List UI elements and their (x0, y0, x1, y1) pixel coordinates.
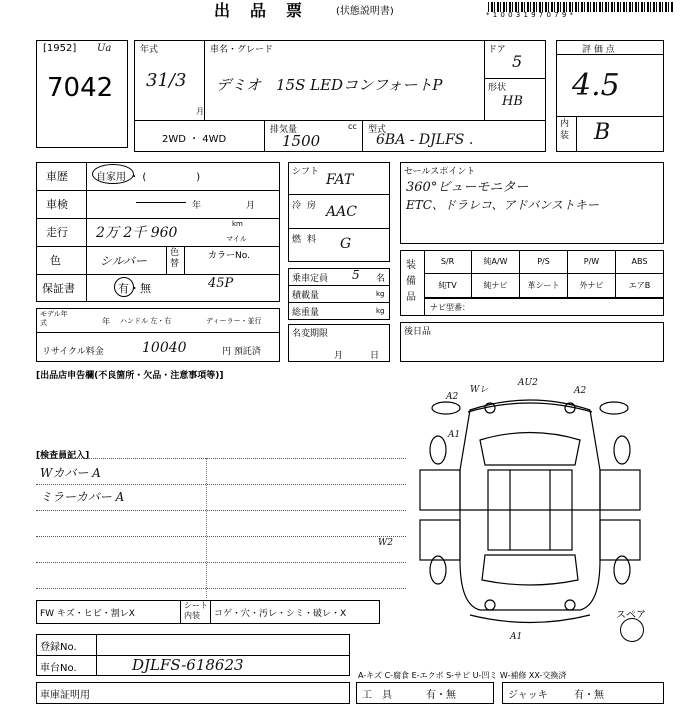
sales-line2: ETC、ドラレコ、アドバンストキー (406, 198, 599, 212)
equipment-label: 装備品 (406, 260, 416, 303)
history-circle (92, 164, 134, 184)
equipment-item: 純TV (424, 274, 472, 298)
sheet-title: 出 品 票 (214, 1, 305, 20)
chassis-label: 車台No. (40, 663, 77, 674)
displacement-unit: cc (348, 122, 357, 131)
mark-a2-left: A2 (446, 392, 459, 402)
equipment-item: P/S (520, 250, 568, 274)
door-value: 5 (512, 52, 523, 71)
recycle-label: リサイクル料金 (42, 347, 104, 357)
spare-label: スペア (616, 610, 646, 621)
dealer-label: ディーラー・並行 (206, 317, 262, 325)
recycle-value: 10040 (142, 340, 187, 356)
fuel-label: 燃料 (292, 235, 323, 245)
year-unit: 年 (102, 317, 110, 326)
equipment-item: 革シート (520, 274, 568, 298)
mileage-unit-km: km (232, 220, 243, 228)
fw-label: FW キズ・ヒビ・割レX (40, 609, 135, 619)
equipment-item: S/R (424, 250, 472, 274)
jack-label: ジャッキ (508, 690, 548, 701)
door-label: ドア (488, 45, 506, 55)
certificate-label: 車庫証明用 (40, 690, 90, 701)
color-no-value: 45P (208, 276, 234, 291)
inspection-year: 年 (192, 201, 202, 211)
navi-label: ナビ型番： (430, 303, 470, 312)
inspector-line1: Wカバー A (40, 466, 101, 480)
sales-label: セールスポイント (404, 167, 476, 177)
history-label: 車歴 (46, 170, 68, 183)
equipment-item: 外ナビ (568, 274, 616, 298)
equipment-item: 純A/W (472, 250, 520, 274)
displacement-label: 排気量 (270, 125, 298, 135)
dealer-notes-label: [出品店申告欄(不良箇所・欠品・注意事項等)] (36, 371, 224, 381)
equipment-item: エアB (616, 274, 664, 298)
warranty-value: 有・無 (118, 282, 151, 295)
equipment-item: ABS (616, 250, 664, 274)
shape-label: 形状 (488, 83, 507, 93)
load-label: 積載量 (292, 291, 320, 301)
mark-a1-rear: A1 (510, 632, 523, 642)
inspector-label: [検査員記入] (36, 451, 90, 461)
color-value: シルバー (100, 254, 147, 268)
interior-label: 内装 (560, 119, 570, 141)
inspection-month: 月 (246, 201, 256, 211)
capacity-label: 乗車定員 (292, 274, 329, 284)
mileage-value: 2万 2千 960 (96, 225, 178, 241)
seat-label: シート内装 (184, 601, 208, 620)
year-tag: [1952] (43, 43, 77, 54)
sales-line1: 360°ビューモニター (406, 180, 529, 195)
mark-a1-left: A1 (448, 430, 461, 440)
name-change-month: 月 (334, 351, 344, 361)
year-label: 年式 (140, 45, 159, 55)
handle-label: ハンドル 左・右 (120, 317, 172, 325)
model-year-label: モデル年式 (40, 310, 68, 327)
shift-label: シフト (292, 167, 320, 177)
name-change-day: 日 (370, 351, 380, 361)
warranty-circle (114, 277, 134, 297)
equipment-item: P/W (568, 250, 616, 274)
lot-box (36, 40, 128, 148)
displacement-value: 1500 (282, 132, 321, 150)
tools-label: 工 具 (362, 690, 392, 701)
aftermarket-box (400, 322, 664, 362)
lot-number: 7042 (47, 73, 114, 103)
color-change-label: 色替 (170, 248, 180, 269)
inspection-label: 車検 (46, 198, 68, 211)
fuel-value: G (340, 236, 352, 252)
jack-value: 有・無 (574, 690, 604, 701)
load-unit: kg (376, 290, 385, 298)
inspection-dash (136, 202, 186, 203)
barcode-number: * 1 0 0 3 1 9 7 0 7 9 * (486, 11, 574, 19)
weight-unit: kg (376, 307, 385, 315)
color-label: 色 (50, 254, 61, 267)
mileage-unit-mile: マイル (226, 235, 247, 243)
shift-value: FAT (326, 172, 354, 188)
name-label: 車名・グレード (210, 45, 274, 55)
model-label: 型式 (368, 125, 387, 135)
inspector-line2: ミラーカバー A (40, 490, 125, 504)
ac-label: 冷房 (292, 201, 323, 211)
model-value: 6BA - DJLFS . (376, 132, 474, 148)
name-change-label: 名変期限 (292, 329, 329, 339)
history-options: 自家用 ・ ( ) (96, 172, 201, 183)
equipment-grid (424, 250, 664, 298)
year-value: 31/3 (146, 70, 187, 91)
capacity-value: 5 (352, 268, 360, 282)
drive-label: 2WD ・ 4WD (162, 134, 227, 145)
weight-label: 総重量 (292, 308, 320, 318)
capacity-unit: 名 (376, 274, 386, 284)
shape-value: HB (502, 94, 523, 109)
chassis-value: DJLFS-618623 (132, 656, 244, 674)
car-diagram (410, 380, 650, 640)
recycle-unit: 円 預託済 (222, 347, 261, 357)
month-mark: 月 (196, 107, 204, 116)
ac-value: AAC (326, 204, 357, 220)
interior-value: B (594, 120, 611, 145)
aftermarket-label: 後日品 (404, 327, 432, 337)
mileage-label: 走行 (46, 226, 68, 239)
mark-au2: AU2 (518, 378, 538, 388)
color-no-label: カラーNo. (208, 251, 250, 261)
tools-value: 有・無 (426, 690, 456, 701)
lot-unit: Ua (97, 43, 112, 54)
registration-label: 登録No. (40, 642, 77, 653)
mark-w2: W2 (378, 538, 393, 548)
spare-circle (620, 618, 644, 642)
seat-options: コゲ・穴・汚レ・シミ・破レ・X (214, 609, 347, 619)
score-value: 4.5 (572, 68, 620, 103)
name-value: デミオ 15S LEDコンフォートP (216, 76, 443, 94)
legend: A-キズ C-腐食 E-エクボ S-サビ U-凹ミ W-補修 XX-交換済 (358, 671, 567, 680)
sheet-subtitle: (状態説明書) (336, 6, 394, 17)
score-label: 評 価 点 (582, 45, 615, 55)
warranty-label: 保証書 (42, 282, 75, 295)
equipment-item: 純ナビ (472, 274, 520, 298)
mark-w-front: Wレ (470, 385, 489, 395)
mark-a2-right: A2 (574, 386, 587, 396)
